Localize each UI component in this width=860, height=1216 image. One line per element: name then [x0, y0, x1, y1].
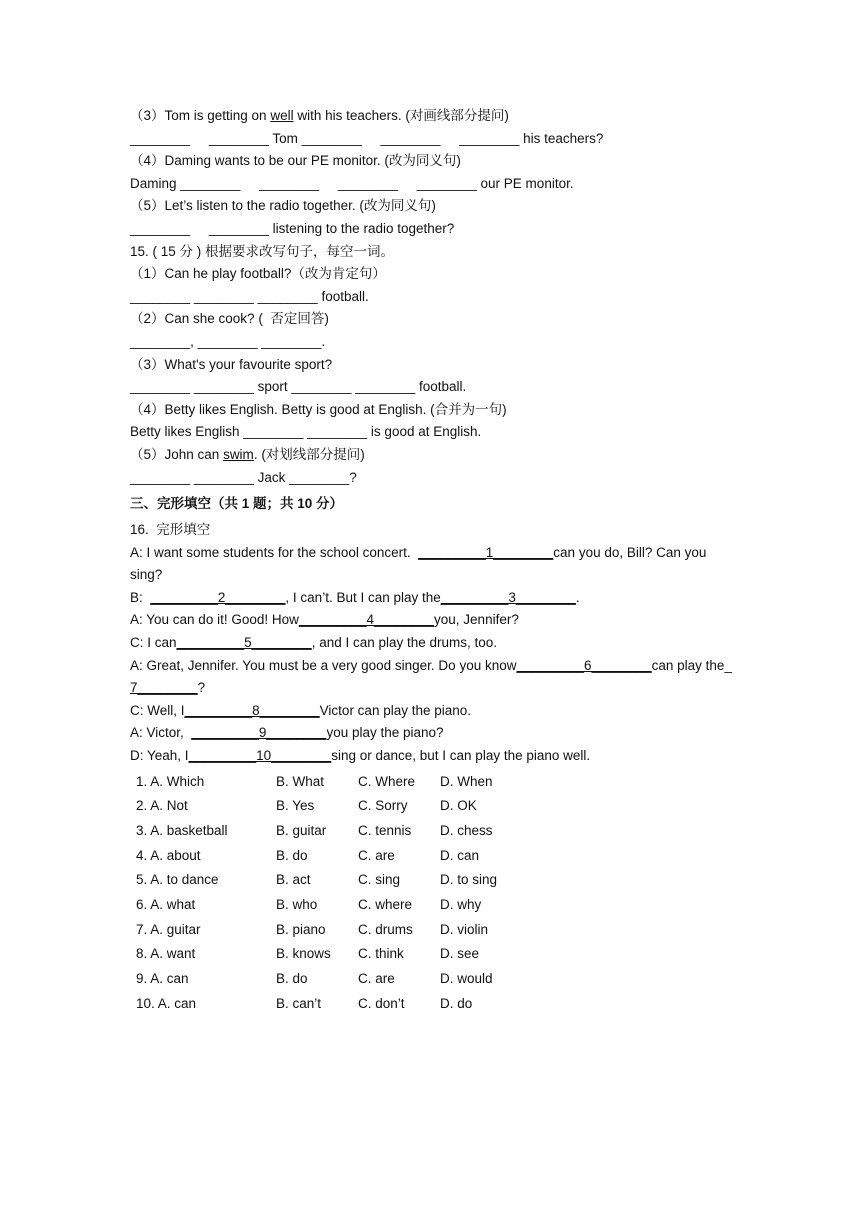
option-row: 1. A. Which B. What C. Where D. When	[136, 773, 493, 789]
dialogue-line: A: Victor, _________9________you play the piano?	[130, 725, 444, 741]
cloze-blank: _________3________	[440, 589, 576, 605]
dialogue-line: B: _________2________, I can’t. But I can play the_________3________.	[130, 589, 580, 605]
dialogue-line: C: Well, I_________8________Victor can play the piano.	[130, 702, 472, 718]
dialogue-line: D: Yeah, I_________10________sing or dance, but I can play the piano well.	[130, 748, 591, 764]
option-row: 9. A. can B. do C. are D. would	[136, 971, 493, 987]
option-row: 10. A. can B. can’t C. don’t D. do	[136, 995, 473, 1011]
q14-3-answer-line: ________ ________ Tom ________ ________ ________ his teachers?	[130, 130, 604, 146]
q15-2-prompt: （2）Can she cook? ( 否定回答)	[130, 311, 329, 327]
cloze-blank: _________9________	[191, 725, 327, 741]
dialogue-line: A: I want some students for the school concert. _________1________can you do, Bill? Can you	[130, 544, 707, 560]
q14-5-prompt: （5）Let’s listen to the radio together. (改为同义句)	[130, 198, 436, 214]
underlined-word: swim	[223, 446, 254, 462]
option-row: 8. A. want B. knows C. think D. see	[136, 946, 480, 962]
worksheet-page	[130, 105, 740, 1017]
q15-2-answer-line: ________, ________ ________.	[130, 333, 326, 349]
cloze-blank: _________5________	[176, 635, 312, 651]
cloze-blank: _________1________	[418, 544, 554, 560]
dialogue-line: A: Great, Jennifer. You must be a very good singer. Do you know_________6________can play the_	[130, 657, 732, 673]
option-row: 5. A. to dance B. act C. sing D. to sing	[136, 872, 498, 888]
q14-4-answer-line: Daming ________ ________ ________ ________ our PE monitor.	[130, 175, 574, 191]
cloze-blank: _________6________	[516, 657, 652, 673]
q15-1-answer-line: ________ ________ ________ football.	[130, 288, 369, 304]
cloze-blank: _________8________	[184, 702, 320, 718]
underlined-word: well	[270, 108, 294, 123]
q15-5-prompt: （5）John can swim. (对划线部分提问)	[130, 446, 365, 462]
q14-3-prompt: （3）Tom is getting on well with his teachers. (对画线部分提问)	[130, 108, 509, 123]
section-heading: 三、完形填空（共 1 题；共 10 分）	[130, 496, 344, 512]
cloze-blank: _________2________	[150, 589, 286, 605]
option-row: 7. A. guitar B. piano C. drums D. violin	[136, 921, 489, 937]
option-row: 3. A. basketball B. guitar C. tennis D. chess	[136, 823, 493, 838]
dialogue-line: 7________?	[130, 680, 206, 696]
dialogue-line: sing?	[130, 567, 163, 583]
dialogue-line: A: You can do it! Good! How_________4________you, Jennifer?	[130, 612, 519, 628]
q16-title: 16. 完形填空	[130, 522, 211, 538]
q15-4-prompt: （4）Betty likes English. Betty is good at English. (合并为一句)	[130, 401, 507, 417]
q14-4-prompt: （4）Daming wants to be our PE monitor. (改为同义句)	[130, 153, 461, 169]
cloze-blank: 7________	[130, 680, 198, 696]
q15-5-answer-line: ________ ________ Jack ________?	[130, 469, 357, 485]
dialogue-line: C: I can_________5________, and I can play the drums, too.	[130, 635, 498, 651]
cloze-blank: _________4________	[298, 612, 435, 628]
q15-title: 15. ( 15 分 ) 根据要求改写句子，每空一词。	[130, 243, 395, 259]
q15-4-answer-line: Betty likes English ________ ________ is good at English.	[130, 424, 482, 440]
q15-3-prompt: （3）What's your favourite sport?	[130, 356, 333, 372]
q15-1-prompt: （1）Can he play football?（改为肯定句）	[130, 266, 386, 282]
option-row: 6. A. what B. who C. where D. why	[136, 897, 482, 913]
option-row: 2. A. Not B. Yes C. Sorry D. OK	[136, 798, 477, 814]
cloze-blank: _________10________	[188, 748, 332, 764]
q14-5-answer-line: ________ ________ listening to the radio together?	[130, 220, 455, 236]
options-table	[130, 770, 740, 1017]
q15-3-answer-line: ________ ________ sport ________ ________ football.	[130, 379, 467, 395]
option-row: 4. A. about B. do C. are D. can	[136, 847, 480, 863]
